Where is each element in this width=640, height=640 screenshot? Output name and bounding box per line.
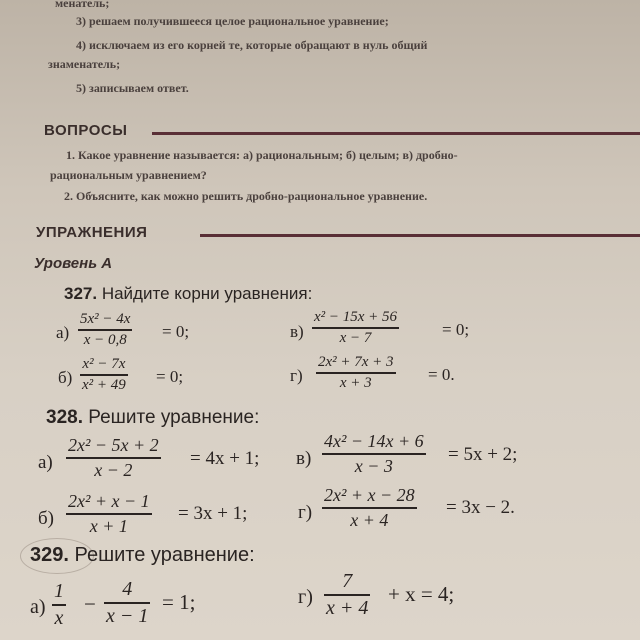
rhs-327g: = 0. (428, 365, 455, 384)
exercises-heading: УПРАЖНЕНИЯ (36, 224, 148, 241)
item-label-g: г) (290, 366, 303, 385)
fraction-328v (322, 431, 426, 477)
denominator: x + 3 (339, 374, 372, 391)
exercise-title: Найдите корни уравнения: (101, 284, 313, 303)
item-label-v: в) (290, 322, 304, 341)
questions-heading: ВОПРОСЫ (44, 122, 128, 139)
exercise-327-title (64, 284, 312, 304)
denominator: x + 1 (89, 515, 128, 536)
fraction-327a (78, 311, 132, 349)
numerator: x² − 7x (82, 356, 126, 372)
item-label-b: б) (38, 508, 54, 529)
fraction-328a (66, 435, 161, 481)
exercise-329-title (30, 544, 255, 567)
item-label-g: г) (298, 502, 313, 523)
exercise-number: 327. (64, 284, 98, 303)
fraction-bar (322, 507, 417, 509)
denominator: x + 4 (350, 509, 389, 530)
fraction-bar (52, 604, 66, 606)
level-label: Уровень А (34, 255, 113, 272)
questions-rule (152, 132, 640, 135)
step-line-3: 3) решаем получившееся целое рациональное уравнение; (76, 14, 389, 28)
item-label-g: г) (298, 586, 313, 608)
item-label-a: а) (30, 596, 46, 618)
fraction-329g (324, 570, 370, 620)
numerator: 7 (342, 570, 353, 592)
rhs-329a: = 1; (162, 590, 196, 614)
fraction-328g (322, 485, 417, 531)
numerator: 2x² + 7x + 3 (318, 354, 394, 370)
rhs-327a: = 0; (162, 322, 190, 341)
fraction-329a-1 (52, 580, 66, 630)
fraction-bar (322, 453, 426, 455)
question-1-cont: рациональным уравнением? (50, 168, 207, 182)
item-label-v: в) (296, 448, 312, 469)
numerator: 1 (54, 580, 64, 602)
denominator: x² + 49 (82, 376, 126, 393)
exercise-328-title (46, 407, 259, 429)
denominator: x + 4 (326, 596, 369, 619)
fraction-327v (312, 309, 399, 347)
fraction-bar (312, 327, 399, 329)
fraction-bar (66, 457, 161, 459)
denominator: x − 0,8 (83, 331, 127, 348)
fraction-bar (316, 372, 396, 374)
exercise-number: 328. (46, 407, 83, 428)
fraction-bar (324, 594, 370, 596)
rhs-327b: = 0; (156, 367, 184, 386)
exercises-rule (200, 234, 640, 237)
rhs-329g: + x = 4; (388, 582, 455, 606)
minus-sign: − (84, 592, 96, 616)
rhs-328b: = 3x + 1; (178, 503, 248, 524)
step-line-4: 4) исключаем из его корней те, которые обращают в нуль общий (76, 38, 428, 52)
question-1: 1. Какое уравнение называется: а) рациональным; б) целым; в) дробно- (66, 148, 458, 162)
item-label-a: а) (56, 323, 70, 342)
fraction-329a-2 (104, 578, 150, 628)
numerator: 2x² + x − 1 (68, 491, 150, 511)
rhs-328a: = 4x + 1; (190, 448, 260, 469)
fraction-bar (80, 374, 128, 376)
numerator: 5x² − 4x (80, 311, 131, 327)
fraction-328b (66, 491, 152, 537)
exercise-number: 329. (30, 544, 69, 566)
rhs-328g: = 3x − 2. (446, 497, 515, 518)
exercise-title: Решите уравнение: (88, 407, 260, 428)
question-2: 2. Объясните, как можно решить дробно-рациональное уравнение. (64, 189, 428, 203)
numerator: 4 (122, 578, 133, 600)
rhs-328v: = 5x + 2; (448, 444, 518, 465)
denominator: x − 3 (354, 455, 393, 476)
step-line-5: 5) записываем ответ. (76, 81, 189, 95)
item-label-a: а) (38, 452, 53, 473)
numerator: 2x² − 5x + 2 (68, 435, 159, 455)
numerator: x² − 15x + 56 (314, 309, 398, 325)
item-label-b: б) (58, 368, 73, 387)
fraction-327g (316, 354, 396, 392)
denominator: x − 2 (94, 459, 133, 480)
step-line-1: менатель; (55, 0, 110, 10)
numerator: 2x² + x − 28 (324, 485, 415, 505)
rhs-327v: = 0; (442, 320, 470, 339)
step-line-4-cont: знаменатель; (48, 57, 121, 71)
fraction-bar (104, 602, 150, 604)
exercise-title: Решите уравнение: (74, 544, 255, 566)
denominator: x − 1 (106, 604, 149, 627)
denominator: x − 7 (339, 329, 372, 346)
numerator: 4x² − 14x + 6 (324, 431, 424, 451)
fraction-bar (66, 513, 152, 515)
fraction-327b (80, 356, 128, 394)
fraction-bar (78, 329, 132, 331)
denominator: x (54, 606, 64, 629)
